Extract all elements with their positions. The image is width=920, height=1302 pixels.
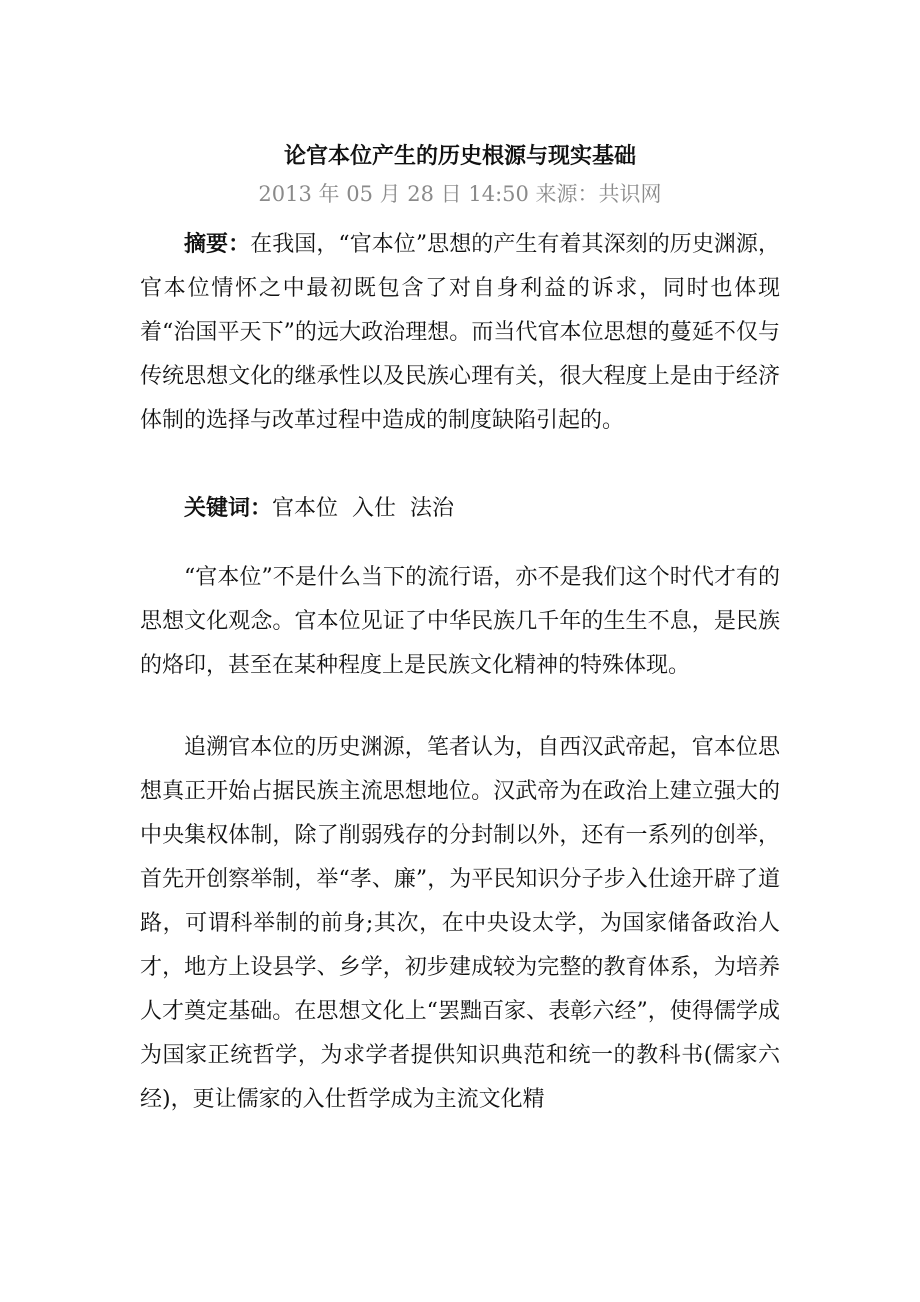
keywords-text: 官本位 入仕 法治 — [272, 496, 454, 521]
body-paragraph: “官本位”不是什么当下的流行语，亦不是我们这个时代才有的思想文化观念。官本位见证了中华民族几千年的生生不息，是民族的烙印，甚至在某种程度上是民族文化精神的特殊体现。 — [140, 565, 780, 678]
abstract-text: 在我国，“官本位”思想的产生有着其深刻的历史渊源，官本位情怀之中最初既包含了对自身利益的诉求，同时也体现着“治国平天下”的远大政治理想。而当代官本位思想的蔓延不仅与传统思想文化的继承性以及民族心理有关，很大程度上是由于经济体制的选择与改革过程中造成的制度缺陷引起的。 — [140, 232, 780, 433]
keywords-paragraph — [140, 486, 780, 531]
article-date-source: 2013 年 05 月 28 日 14:50 来源：共识网 — [258, 182, 662, 206]
article-title: 论官本位产生的历史根源与现实基础 — [283, 143, 636, 169]
abstract-label: 摘要： — [184, 231, 251, 257]
abstract-paragraph — [140, 222, 780, 443]
body-paragraph: 追溯官本位的历史渊源，笔者认为，自西汉武帝起，官本位思想真正开始占据民族主流思想地位。汉武帝为在政治上建立强大的中央集权体制，除了削弱残存的分封制以外，还有一系列的创举，首先开创察举制，举“孝、廉”，为平民知识分子步入仕途开辟了道路，可谓科举制的前身;其次，在中央设太学，为国家储备政治人才，地方上设县学、乡学，初步建成较为完整的教育体系，为培养人才奠定基础。在思想文化上“罢黜百家、表彰六经”，使得儒学成为国家正统哲学，为求学者提供知识典范和统一的教科书(儒家六经)，更让儒家的入仕哲学成为主流文化精 — [140, 735, 780, 1112]
keywords-label: 关键词： — [184, 495, 273, 521]
